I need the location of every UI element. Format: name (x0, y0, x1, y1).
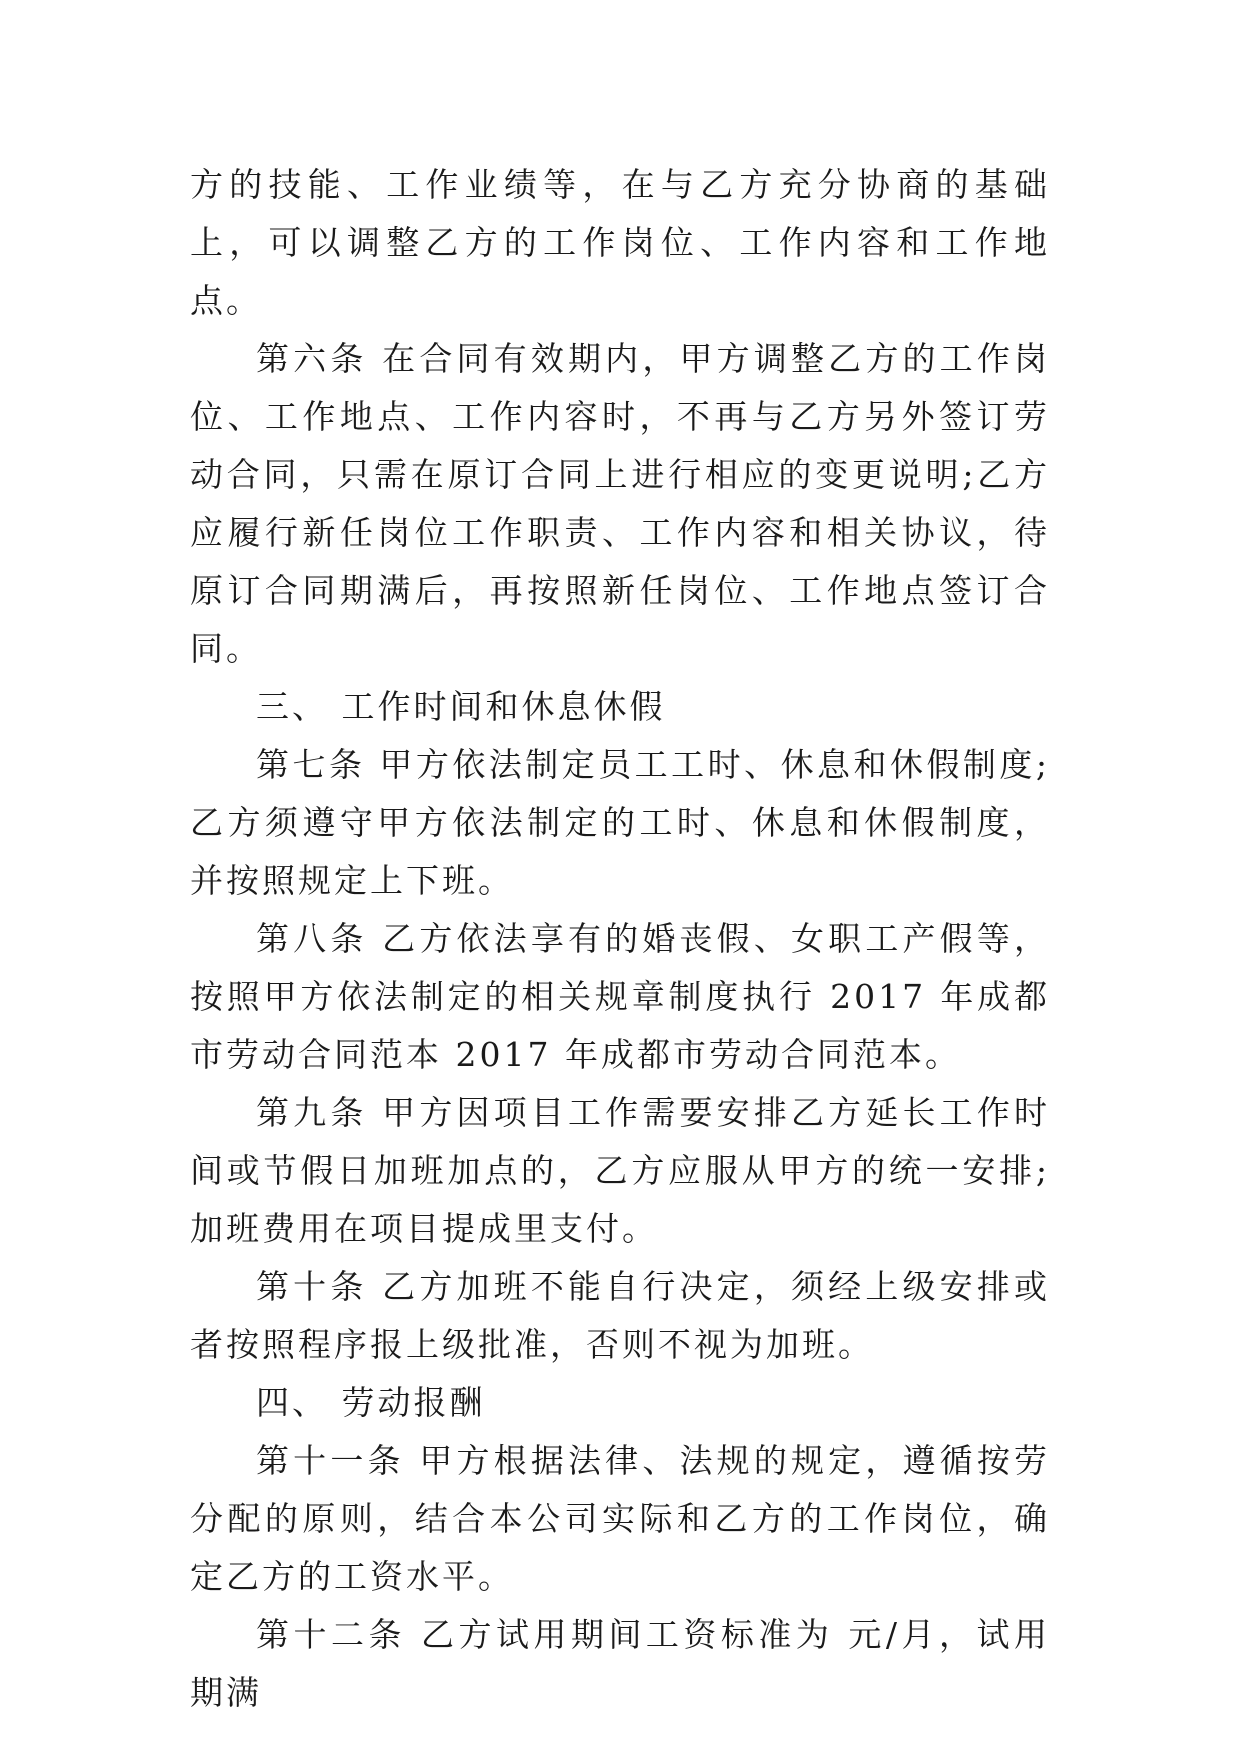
article-12-paragraph: 第十二条 乙方试用期间工资标准为 元/月，试用期满 (190, 1615, 1050, 1712)
article-9-paragraph: 第九条 甲方因项目工作需要安排乙方延长工作时间或节假日加班加点的，乙方应服从甲方的统一安排;加班费用在项目提成里支付。 (190, 1093, 1050, 1248)
article-11-paragraph: 第十一条 甲方根据法律、法规的规定，遵循按劳分配的原则，结合本公司实际和乙方的工作岗位，确定乙方的工资水平。 (190, 1441, 1050, 1596)
section-3-heading: 三、 工作时间和休息休假 (256, 687, 666, 726)
document-body (190, 156, 1050, 1722)
paragraph-continuation: 方的技能、工作业绩等，在与乙方充分协商的基础上，可以调整乙方的工作岗位、工作内容和工作地点。 (190, 165, 1050, 320)
article-8-paragraph: 第八条 乙方依法享有的婚丧假、女职工产假等，按照甲方依法制定的相关规章制度执行 2017 年成都市劳动合同范本 2017 年成都市劳动合同范本。 (190, 919, 1050, 1074)
article-7-paragraph: 第七条 甲方依法制定员工工时、休息和休假制度;乙方须遵守甲方依法制定的工时、休息和休假制度，并按照规定上下班。 (190, 745, 1050, 900)
section-4-heading: 四、 劳动报酬 (256, 1383, 486, 1422)
article-6-paragraph: 第六条 在合同有效期内，甲方调整乙方的工作岗位、工作地点、工作内容时，不再与乙方另外签订劳动合同，只需在原订合同上进行相应的变更说明;乙方应履行新任岗位工作职责、工作内容和相关协议，待原订合同期满后，再按照新任岗位、工作地点签订合同。 (190, 339, 1050, 668)
article-10-paragraph: 第十条 乙方加班不能自行决定，须经上级安排或者按照程序报上级批准，否则不视为加班。 (190, 1267, 1050, 1364)
